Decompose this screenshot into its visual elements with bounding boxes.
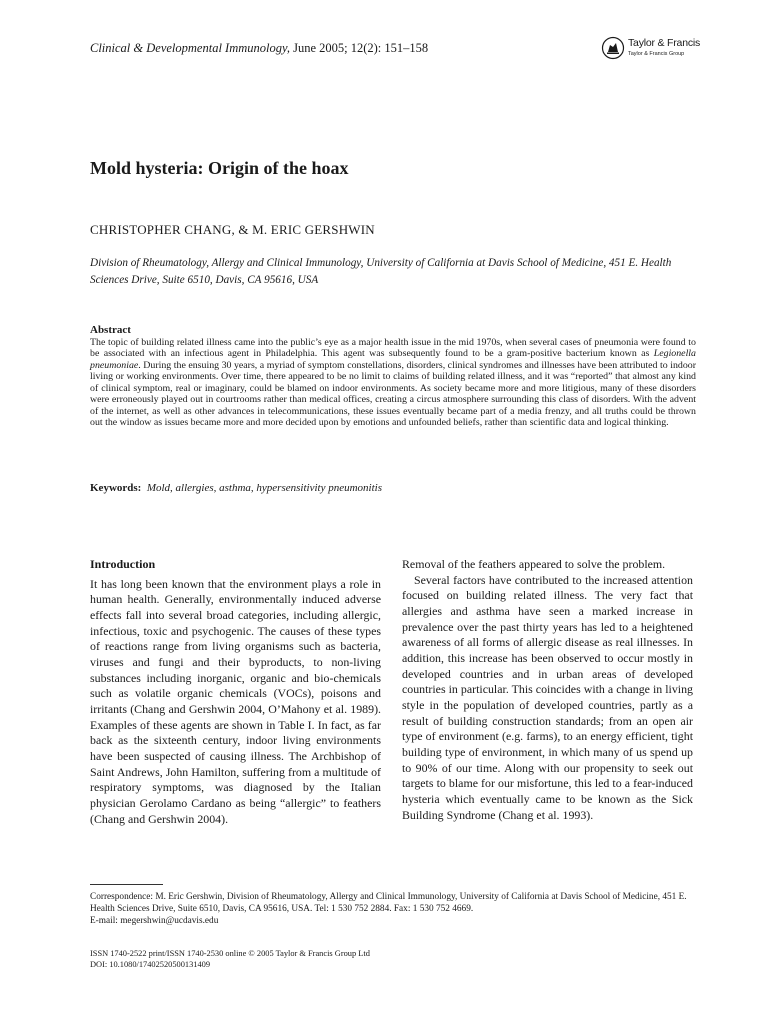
publisher-name: Taylor & Francis (628, 37, 701, 49)
abstract-text (90, 337, 696, 429)
abstract-text-part-1: The topic of building related illness came into the public’s eye as a major health issue in the mid 1970s, when several cases of pneumonia were found to be associated with an infectious agent in Philadelphia. This agent was subsequently found to be a gram-positive bacterium known as (90, 336, 696, 360)
keywords (90, 482, 382, 494)
doi: DOI: 10.1080/17402520500131409 (90, 960, 211, 969)
keywords-terms: Mold, allergies, asthma, hypersensitivity pneumonitis (146, 482, 382, 494)
publisher-group: Taylor & Francis Group (628, 51, 685, 57)
journal-citation (90, 41, 428, 56)
authors: CHRISTOPHER CHANG, & M. ERIC GERSHWIN (90, 222, 375, 237)
article-title: Mold hysteria: Origin of the hoax (90, 158, 349, 178)
body-paragraph: Removal of the feathers appeared to solve the problem. (402, 557, 666, 571)
abstract-heading: Abstract (90, 324, 131, 336)
abstract-text-part-2: . During the ensuing 30 years, a myriad of symptom constellations, disorders, clinical syndromes and illnesses have been attributed to indoor living or working environments. Over time, there appeared to be no limit to claims of building related illness, and it was “reported” that almost any kind of clinical symptom, real or imaginary, could be blamed on indoor environments. As society became more and more litigious, many of these disorders were erroneously played out in courtrooms rather than medical offices, creating a circus atmosphere surrounding this class of disorders. With the advent of the internet, as well as other advances in telecommunications, these issues eventually became part of a media frenzy, and all truths could be thrown out the window as issues became more and more decided upon by emotions and unfounded beliefs, rather than scientific data and logical thinking. (90, 359, 696, 429)
footnote (90, 891, 695, 927)
journal-issue: June 2005; 12(2): 151–158 (289, 41, 429, 55)
keywords-label: Keywords: (90, 482, 142, 494)
body-paragraph: Several factors have contributed to the increased attention focused on building related illness. The very fact that allergies and asthma have seen a marked increase in prevalence over the past thirty years has led to a heightened awareness of all forms of allergic disease as real illnesses. In addition, this increase has been observed to occur mostly in developed countries and in urban areas of developed countries in particular. This coincides with a change in living style in the population of developed countries, partly as a result of building construction standards; from an open air type of environment (e.g. farms), to an energy efficient, tight building type of environment, in which many of us spend up to 90% of our time. Along with our propensity to seek out targets to blame for our misfortune, this led to a fear-induced hysteria which eventually came to be known as the Sick Building Syndrome (Chang et al. 1993). (402, 572, 693, 822)
body-column-left (90, 557, 381, 827)
publisher-logo (601, 35, 711, 65)
publisher-emblem-icon (601, 35, 625, 61)
email: E-mail: megershwin@ucdavis.edu (90, 916, 219, 926)
affiliation: Division of Rheumatology, Allergy and Clinical Immunology, University of California at Davis School of Medicine, 451 E. Health Sciences Drive, Suite 6510, Davis, CA 95616, USA (90, 257, 672, 286)
abstract-organism: Legionella pneumoniae (90, 348, 696, 371)
correspondence: Correspondence: M. Eric Gershwin, Division of Rheumatology, Allergy and Clinical Immunology, University of California at Davis School of Medicine, 451 E. Health Sciences Drive, Suite 6510, Davis, CA 95616, USA. Tel: 1 530 752 2884. Fax: 1 530 752 4669. (90, 892, 687, 914)
page-footer (90, 948, 370, 970)
body-column-right (402, 557, 693, 823)
abstract (90, 325, 696, 429)
body-paragraph: It has long been known that the environment plays a role in human health. Generally, environmentally induced adverse effects fall into several broad categories, including allergic, infectious, toxic and psychogenic. The causes of these types of reactions range from living organisms such as bacteria, viruses and fungi and their byproducts, to non-living substances including inorganic, organic and bio-chemicals such as volatile organic chemicals (VOCs), poisons and irritants (Chang and Gershwin 2004, O’Mahony et al. 1989). Examples of these agents are shown in Table I. In fact, as far back as the sixteenth century, indoor living environments have been suspected of causing illness. The Archbishop of Saint Andrews, John Hamilton, suffering from a multitude of respiratory symptoms, was diagnosed by the Italian physician Gerolamo Cardano as being “allergic” to feathers (Chang and Gershwin 2004). (90, 576, 381, 826)
journal-name: Clinical & Developmental Immunology, (90, 41, 290, 55)
issn: ISSN 1740-2522 print/ISSN 1740-2530 online © 2005 Taylor & Francis Group Ltd (90, 949, 370, 958)
section-heading-introduction: Introduction (90, 557, 156, 571)
footnote-divider (90, 884, 163, 885)
